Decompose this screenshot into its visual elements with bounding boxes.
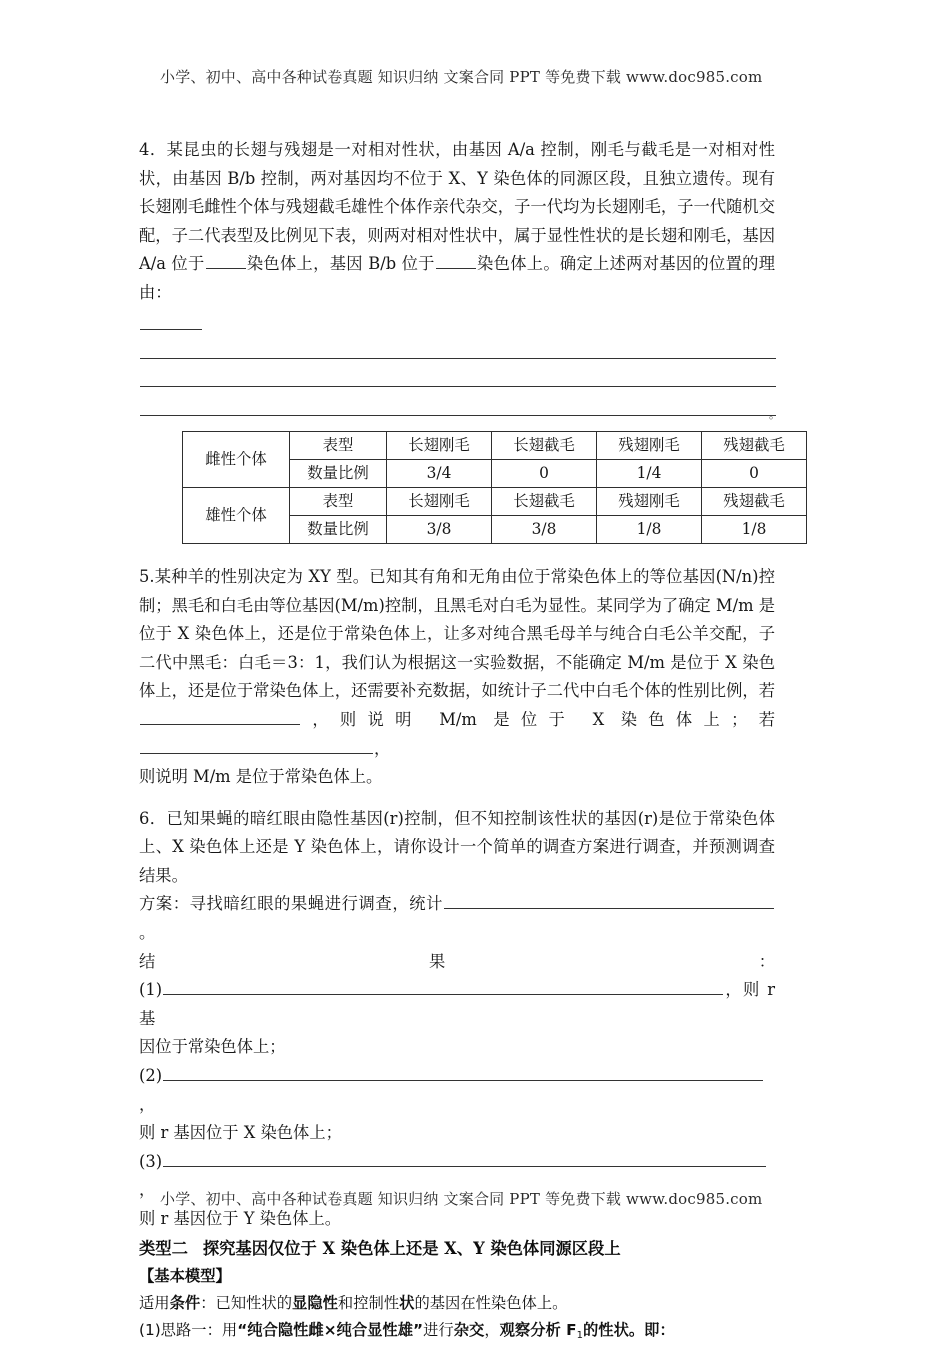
table-cell-ratio: 3/4 — [387, 459, 492, 487]
table-cell-phenotype: 残翅截毛 — [702, 487, 807, 515]
item-3-blank[interactable] — [163, 1151, 766, 1167]
question-4-answer-line-1 — [139, 308, 775, 337]
question-5-part3: ， — [374, 738, 391, 758]
item-3-tail: ， — [139, 1180, 156, 1200]
table-cell-ratio: 0 — [492, 459, 597, 487]
idea-number: (1) — [139, 1321, 161, 1340]
question-6-part1: 6．已知果蝇的暗红眼由隐性基因(r)控制，但不知控制该性状的基因(r)是位于常染色体上、X 染色体上还是 Y 染色体上，请你设计一个简单的调查方案进行调查，并预测调查结果。 — [139, 808, 775, 885]
phenotype-ratio-table — [182, 431, 807, 544]
question-6-item-1-line2: 因位于常染色体上； — [139, 1037, 286, 1057]
question-4-tail-punct: 。 — [769, 407, 780, 421]
table-cell-ratio: 3/8 — [387, 515, 492, 543]
table-label-ratio: 数量比例 — [290, 515, 387, 543]
question-4-text — [139, 136, 775, 308]
table-cell-ratio: 1/8 — [597, 515, 702, 543]
table-cell-phenotype: 残翅刚毛 — [597, 431, 702, 459]
condition-bold-3: 状 — [399, 1293, 415, 1312]
table-cell-ratio: 0 — [702, 459, 807, 487]
table-group-male: 雄性个体 — [183, 487, 290, 543]
idea-observe: 观察分析 F — [499, 1321, 577, 1340]
section-type-heading — [139, 1234, 775, 1263]
table-cell-phenotype: 残翅截毛 — [702, 431, 807, 459]
question-4-blank-1[interactable] — [206, 253, 246, 269]
idea-tail: 的性状。即： — [582, 1321, 675, 1340]
item-2-blank[interactable] — [163, 1065, 763, 1081]
question-5-line-final: 则说明 M/m 是位于常染色体上。 — [139, 767, 383, 787]
question-4-blank-2[interactable] — [436, 253, 476, 269]
question-6-result-label — [139, 948, 775, 977]
document-body — [139, 136, 785, 1347]
answer-rule-short[interactable] — [140, 314, 202, 330]
item-1-blank[interactable] — [163, 979, 723, 995]
table-cell-phenotype: 长翅截毛 — [492, 431, 597, 459]
question-4-part1: 4．某昆虫的长翅与残翅是一对相对性状，由基因 A/a 控制，刚毛与截毛是一对相对性状，由基因 B/b 控制，两对基因均不位于 X、Y 染色体的同源区段，且独立遗传。现有长翅刚毛雌性个体与残翅截毛雄性个体作亲代杂交，子一代均为长翅刚毛，子一代随机交配，子二代表型及比例见下表，则两对相对性状中，属于显性性状的是长翅和刚毛，基因 A/a 位于 — [139, 140, 775, 274]
table-cell-ratio: 1/8 — [702, 515, 807, 543]
table-label-phenotype: 表型 — [290, 431, 387, 459]
idea-mid: 进行 — [423, 1321, 454, 1340]
table-label-phenotype: 表型 — [290, 487, 387, 515]
question-4-part2: 染色体上，基因 B/b 位于 — [246, 254, 435, 274]
question-5-blank-1[interactable] — [140, 709, 300, 725]
page-footer: 小学、初中、高中各种试卷真题 知识归纳 文案合同 PPT 等免费下载 www.doc985.com — [160, 1190, 763, 1208]
condition-mid-2: 和控制性 — [337, 1293, 400, 1312]
table-cell-phenotype: 长翅刚毛 — [387, 431, 492, 459]
condition-prefix: 适用 — [139, 1293, 170, 1312]
section-type-title: 探究基因仅位于 X 染色体上还是 X、Y 染色体同源区段上 — [202, 1238, 621, 1258]
question-6-scheme-label: 方案：寻找暗红眼的果蝇进行调查，统计 — [139, 894, 443, 914]
question-4-part3: 染色体上。确定上述两对基因的位置的理由： — [139, 254, 775, 302]
item-1-tail: ，则 r 基 — [139, 980, 775, 1028]
table-group-female: 雌性个体 — [183, 431, 290, 487]
table-row — [183, 487, 807, 515]
question-5-part1: 5.某种羊的性别决定为 XY 型。已知其有角和无角由位于常染色体上的等位基因(N/n)控制；黑毛和白毛由等位基因(M/m)控制，且黑毛对白毛为显性。某同学为了确定 M/m 是位于 X 染色体上，还是位于常染色体上，让多对纯合黑毛母羊与纯合白毛公羊交配，子二代中黑毛：白毛＝3：1，我们认为根据这一实验数据，不能确定 M/m 是位于 X 染色体上，还是位于常染色体上，还需要补充数据，如统计子二代中白毛个体的性别比例，若 — [139, 566, 775, 701]
table-cell-ratio: 1/4 — [597, 459, 702, 487]
section-type-label: 类型二 — [139, 1238, 188, 1258]
idea-bold-cross: 杂交 — [453, 1321, 485, 1340]
table-cell-ratio: 3/8 — [492, 515, 597, 543]
table-row — [183, 431, 807, 459]
idea-quote: “纯合隐性雌×纯合显性雄” — [237, 1321, 424, 1340]
question-5-blank-2[interactable] — [140, 738, 373, 754]
question-6-item-2 — [139, 1062, 775, 1119]
question-4-answer-line-4 — [139, 393, 780, 422]
question-6-scheme — [139, 890, 775, 947]
result-label-left: 结 — [139, 951, 156, 971]
table-cell-phenotype: 长翅截毛 — [492, 487, 597, 515]
question-5-part2: ，则说明 M/m 是位于 X 染色体上；若 — [301, 709, 775, 729]
item-3-number: (3) — [139, 1151, 163, 1171]
item-2-number: (2) — [139, 1066, 163, 1086]
question-6-scheme-tail: 。 — [139, 923, 156, 943]
idea-subscript: 1 — [576, 1330, 583, 1342]
question-4-answer-line-2 — [139, 336, 775, 365]
question-6-item-2-line2: 则 r 基因位于 X 染色体上； — [139, 1123, 342, 1143]
answer-rule-full[interactable] — [140, 400, 776, 416]
condition-mid-1: ：已知性状的 — [200, 1293, 293, 1312]
question-6-scheme-blank[interactable] — [444, 893, 774, 909]
question-4-answer-line-3 — [139, 365, 775, 394]
question-6-item-1 — [139, 976, 775, 1033]
idea-one-line — [139, 1317, 775, 1347]
table-label-ratio: 数量比例 — [290, 459, 387, 487]
condition-bold-2: 显隐性 — [292, 1293, 338, 1312]
idea-colon: ：用 — [206, 1321, 238, 1340]
page-header: 小学、初中、高中各种试卷真题 知识归纳 文案合同 PPT 等免费下载 www.doc985.com — [160, 68, 763, 86]
item-2-tail: ， — [139, 1094, 156, 1114]
basic-model-heading: 【基本模型】 — [139, 1266, 231, 1285]
result-label-colon: ： — [758, 951, 775, 971]
answer-rule-full[interactable] — [140, 343, 776, 359]
idea-comma: ， — [484, 1321, 500, 1340]
result-label-mid: 果 — [429, 951, 446, 971]
answer-rule-full[interactable] — [140, 371, 776, 387]
condition-bold-1: 条件 — [169, 1293, 201, 1312]
question-6-item-3-line2: 则 r 基因位于 Y 染色体上。 — [139, 1209, 342, 1228]
table-cell-phenotype: 残翅刚毛 — [597, 487, 702, 515]
question-6-text — [139, 805, 775, 891]
applicable-condition-line — [139, 1290, 775, 1318]
idea-label: 思路一 — [160, 1321, 207, 1340]
condition-mid-3: 的基因在性染色体上。 — [414, 1293, 568, 1312]
table-cell-phenotype: 长翅刚毛 — [387, 487, 492, 515]
item-1-number: (1) — [139, 980, 163, 1000]
question-5-text — [139, 563, 775, 763]
